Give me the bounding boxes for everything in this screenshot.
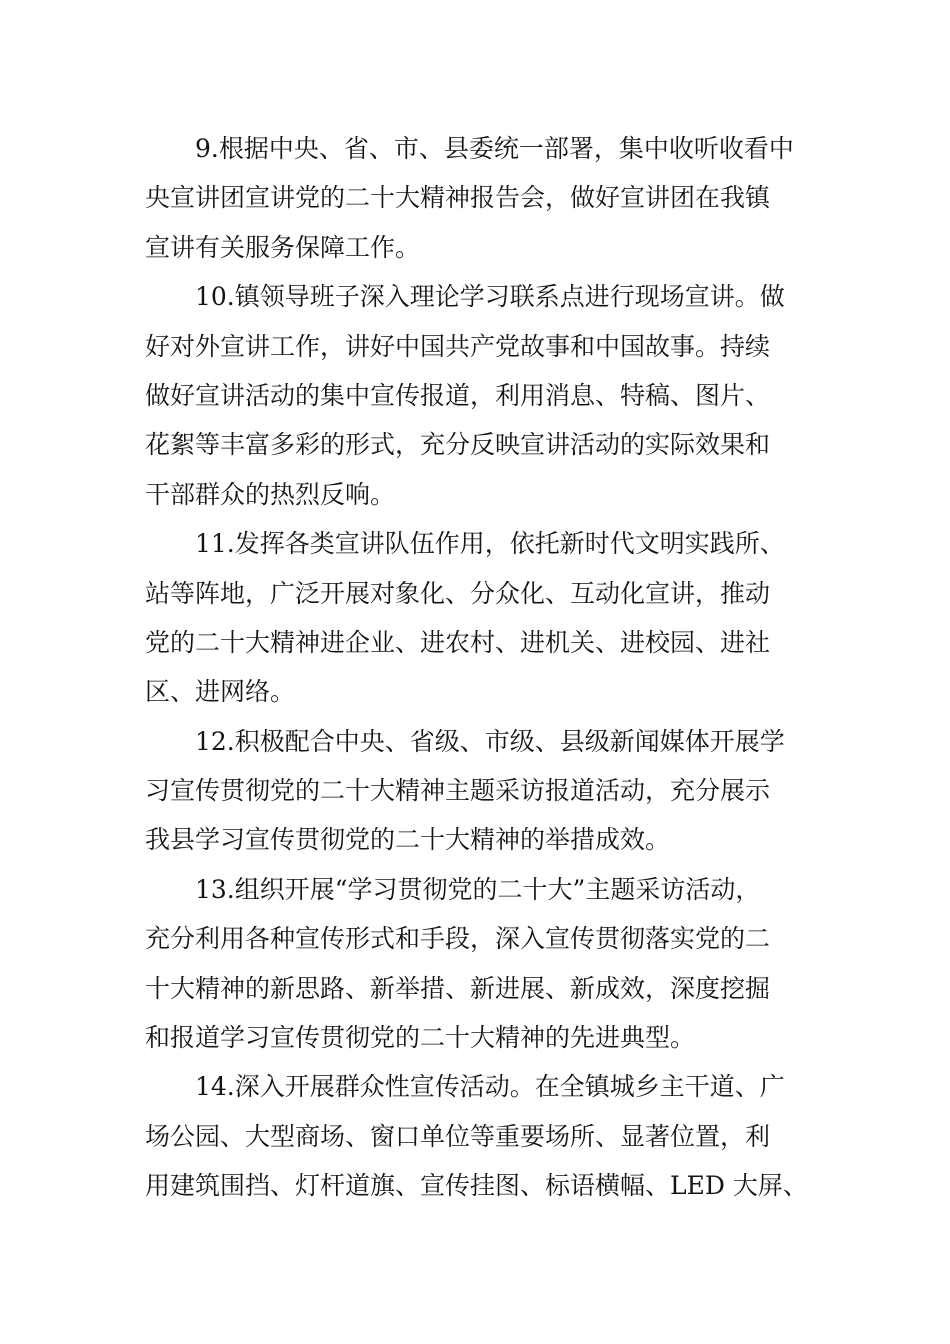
text-line: 习宣传贯彻党的二十大精神主题采访报道活动，充分展示 (145, 776, 771, 806)
text-line: 11.发挥各类宣讲队伍作用，依托新时代文明实践所、 (195, 529, 785, 559)
text-line: 13.组织开展“学习贯彻党的二十大”主题采访活动， (195, 874, 761, 904)
text-line: 14.深入开展群众性宣传活动。在全镇城乡主干道、广 (195, 1072, 785, 1102)
text-line: 央宣讲团宣讲党的二十大精神报告会，做好宣讲团在我镇 (145, 183, 771, 213)
paragraph-item-14 (145, 1062, 810, 1210)
text-line: 和报道学习宣传贯彻党的二十大精神的先进典型。 (145, 1023, 696, 1053)
text-line: 用建筑围挡、灯杆道旗、宣传挂图、标语横幅、LED 大屏、 (145, 1171, 808, 1201)
text-line: 10.镇领导班子深入理论学习联系点进行现场宣讲。做 (195, 282, 785, 312)
paragraph-item-10 (145, 272, 810, 519)
text-line: 好对外宣讲工作，讲好中国共产党故事和中国故事。持续 (145, 331, 771, 361)
text-line: 宣讲有关服务保障工作。 (145, 232, 421, 262)
text-line: 十大精神的新思路、新举措、新进展、新成效，深度挖掘 (145, 973, 771, 1003)
paragraph-item-11 (145, 519, 810, 717)
document-body (145, 124, 810, 1211)
text-line: 站等阵地，广泛开展对象化、分众化、互动化宣讲，推动 (145, 578, 771, 608)
text-line: 场公园、大型商场、窗口单位等重要场所、显著位置，利 (145, 1121, 771, 1151)
text-line: 党的二十大精神进企业、进农村、进机关、进校园、进社 (145, 627, 771, 657)
text-line: 9.根据中央、省、市、县委统一部署，集中收听收看中 (195, 134, 794, 163)
text-line: 干部群众的热烈反响。 (145, 479, 396, 509)
text-line: 花絮等丰富多彩的形式，充分反映宣讲活动的实际效果和 (145, 430, 771, 460)
paragraph-item-13 (145, 865, 810, 1063)
text-line: 做好宣讲活动的集中宣传报道，利用消息、特稿、图片、 (145, 380, 771, 410)
text-line: 区、进网络。 (145, 677, 296, 707)
text-line: 充分利用各种宣传形式和手段，深入宣传贯彻落实党的二 (145, 924, 771, 954)
paragraph-item-9 (145, 124, 810, 272)
text-line: 12.积极配合中央、省级、市级、县级新闻媒体开展学 (195, 726, 785, 756)
paragraph-item-12 (145, 717, 810, 865)
text-line: 我县学习宣传贯彻党的二十大精神的举措成效。 (145, 825, 671, 855)
